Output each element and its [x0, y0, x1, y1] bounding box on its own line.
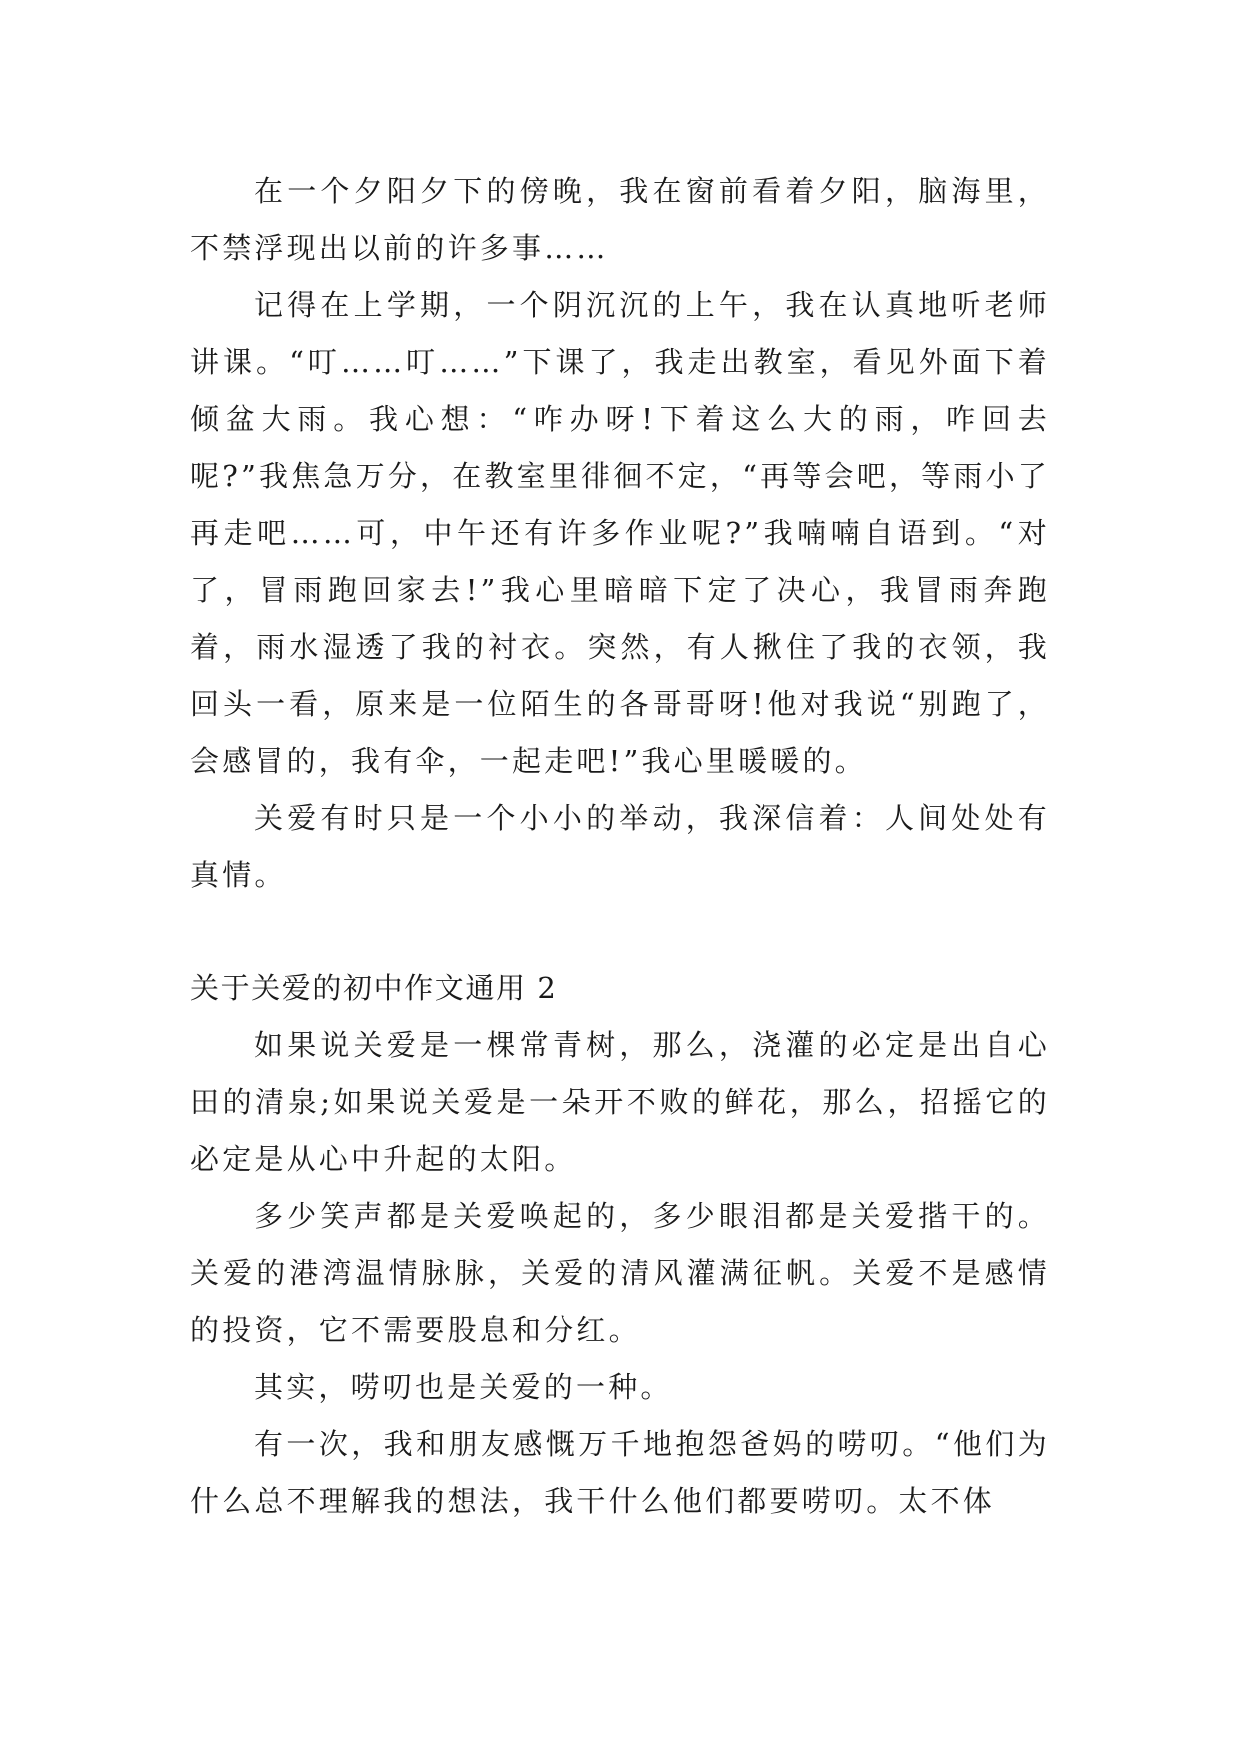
paragraph-complaint: 有一次，我和朋友感慨万千地抱怨爸妈的唠叨。“他们为什么总不理解我的想法，我干什么他们都要唠叨。太不体	[190, 1427, 1050, 1518]
document-body	[190, 163, 1050, 1530]
section-title: 关于关爱的初中作文通用 2	[190, 971, 558, 1005]
section-spacer	[190, 904, 1050, 960]
paragraph-rain-story: 记得在上学期，一个阴沉沉的上午，我在认真地听老师讲课。“叮……叮……”下课了，我走出教室，看见外面下着倾盆大雨。我心想：“咋办呀!下着这么大的雨，咋回去呢?”我焦急万分，在教室里徘徊不定，“再等会吧，等雨小了再走吧……可，中午还有许多作业呢?”我喃喃自语到。“对了，冒雨跑回家去!”我心里暗暗下定了决心，我冒雨奔跑着，雨水湿透了我的衬衣。突然，有人揪住了我的衣领，我回头一看，原来是一位陌生的各哥哥呀!他对我说“别跑了，会感冒的，我有伞，一起走吧!”我心里暖暖的。	[190, 288, 1050, 778]
paragraph-laughter-tears: 多少笑声都是关爱唤起的，多少眼泪都是关爱揩干的。关爱的港湾温情脉脉，关爱的清风灌满征帆。关爱不是感情的投资，它不需要股息和分红。	[190, 1199, 1050, 1347]
paragraph-evergreen: 如果说关爱是一棵常青树，那么，浇灌的必定是出自心田的清泉;如果说关爱是一朵开不败的鲜花，那么，招摇它的必定是从心中升起的太阳。	[190, 1028, 1050, 1176]
paragraph-conclusion: 关爱有时只是一个小小的举动，我深信着：人间处处有真情。	[190, 801, 1050, 892]
paragraph-sunset: 在一个夕阳夕下的傍晚，我在窗前看着夕阳，脑海里，不禁浮现出以前的许多事……	[190, 174, 1050, 265]
paragraph-nagging: 其实，唠叨也是关爱的一种。	[254, 1370, 673, 1404]
